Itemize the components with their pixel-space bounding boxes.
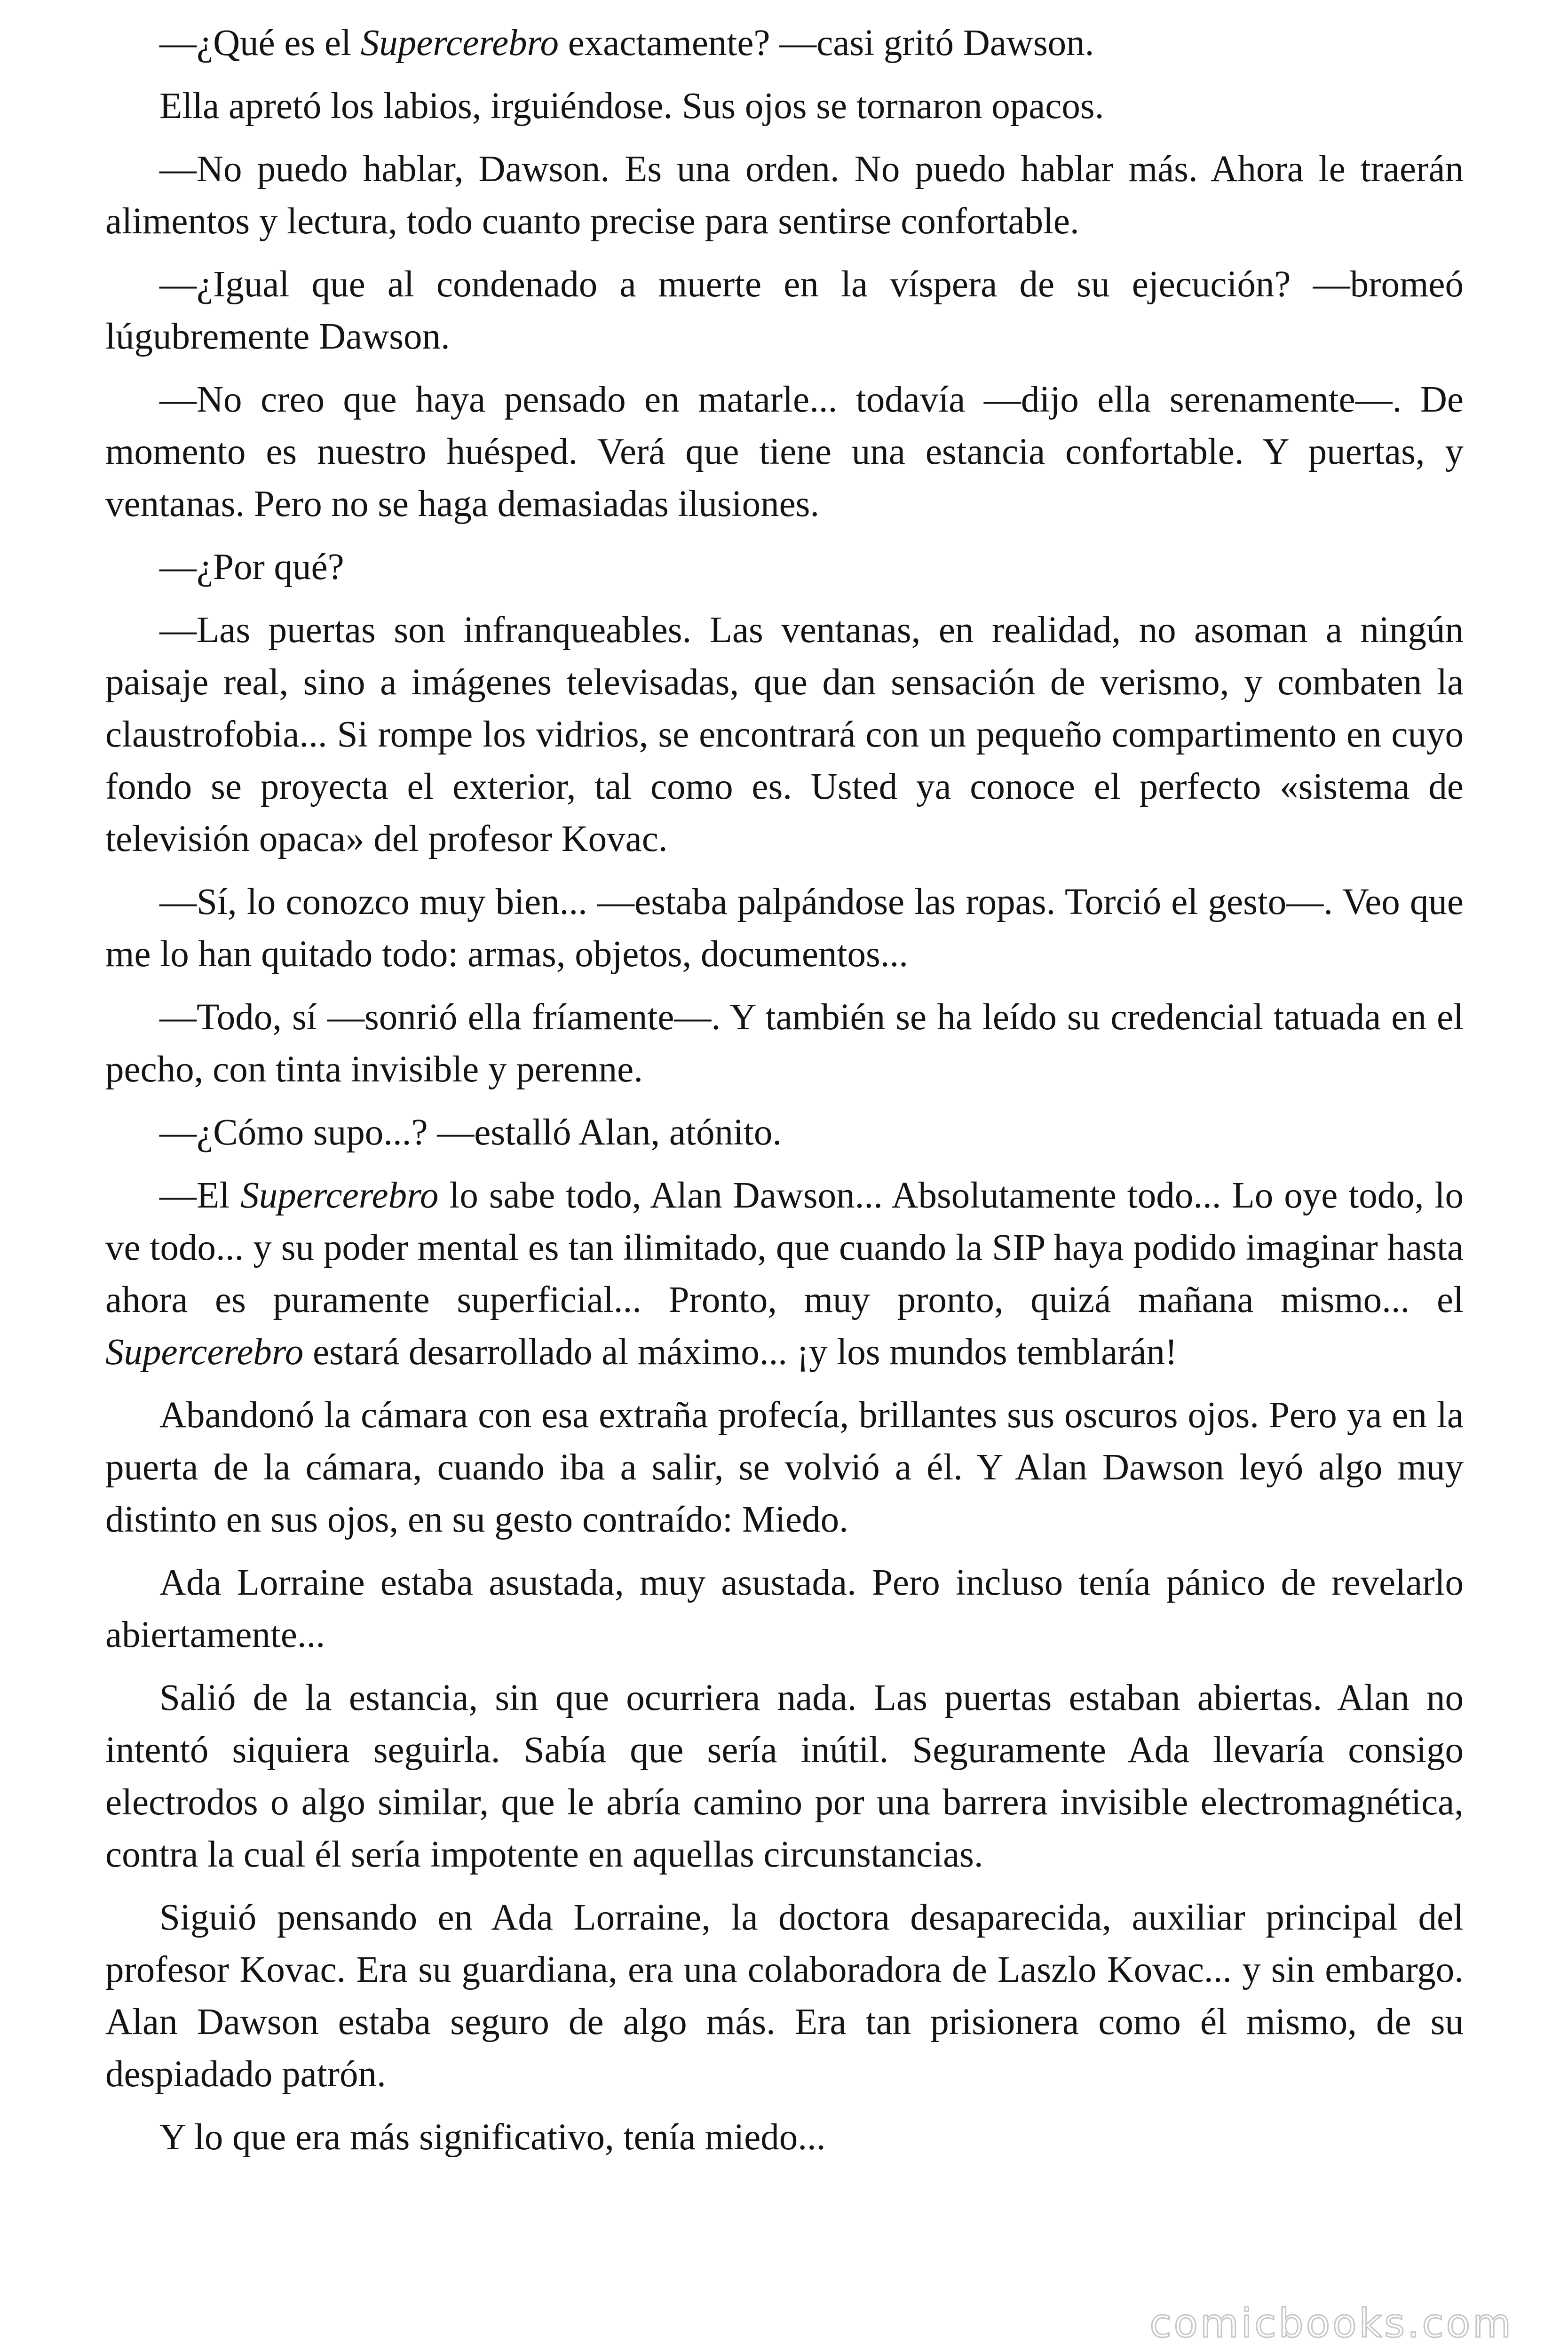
paragraph-text: —¿Cómo supo...? —estalló Alan, atónito. bbox=[159, 1112, 782, 1153]
paragraph-1 bbox=[105, 17, 1464, 69]
paragraph-text: —Las puertas son infranqueables. Las ventanas, en realidad, no asoman a ningún paisaje real, sino a imágenes televisadas, que dan sensación de verismo, y combaten la claustrofobia... Si rompe los vidrios, se encontrará con un pequeño compartimento en cuyo fondo se proyecta el exterior, tal como es. Usted ya conoce el perfecto «sistema de televisión opaca» del profesor Kovac. bbox=[105, 610, 1464, 859]
paragraph-10 bbox=[105, 1106, 1464, 1159]
paragraph-12 bbox=[105, 1389, 1464, 1546]
paragraph-text: Ada Lorraine estaba asustada, muy asustada. Pero incluso tenía pánico de revelarlo abiertamente... bbox=[105, 1562, 1464, 1655]
paragraph-text: Salió de la estancia, sin que ocurriera nada. Las puertas estaban abiertas. Alan no intentó siquiera seguirla. Sabía que sería inútil. Seguramente Ada llevaría consigo electrodos o algo similar, que le abría camino por una barrera invisible electromagnética, contra la cual él sería impotente en aquellas circunstancias. bbox=[105, 1677, 1464, 1875]
paragraph-text: Y lo que era más significativo, tenía miedo... bbox=[159, 2117, 826, 2158]
watermark: comicbooks.com bbox=[1149, 2300, 1513, 2346]
italic-title: Supercerebro bbox=[240, 1175, 439, 1216]
paragraph-text: —No creo que haya pensado en matarle... todavía —dijo ella serenamente—. De momento es nuestro huésped. Verá que tiene una estancia confortable. Y puertas, y ventanas. Pero no se haga demasiadas ilusiones. bbox=[105, 379, 1464, 524]
paragraph-7 bbox=[105, 604, 1464, 865]
paragraph-14 bbox=[105, 1672, 1464, 1881]
page-body bbox=[105, 17, 1464, 2174]
paragraph-text: Siguió pensando en Ada Lorraine, la doctora desaparecida, auxiliar principal del profesor Kovac. Era su guardiana, era una colaboradora de Laszlo Kovac... y sin embargo. Alan Dawson estaba seguro de algo más. Era tan prisionera como él mismo, de su despiadado patrón. bbox=[105, 1897, 1464, 2095]
paragraph-3 bbox=[105, 143, 1464, 247]
paragraph-text: —El bbox=[159, 1175, 241, 1216]
italic-title: Supercerebro bbox=[360, 23, 559, 64]
paragraph-text: —Todo, sí —sonrió ella fríamente—. Y también se ha leído su credencial tatuada en el pecho, con tinta invisible y perenne. bbox=[105, 997, 1464, 1090]
paragraph-text: Ella apretó los labios, irguiéndose. Sus ojos se tornaron opacos. bbox=[159, 86, 1104, 127]
paragraph-text: exactamente? —casi gritó Dawson. bbox=[558, 23, 1094, 64]
paragraph-8 bbox=[105, 876, 1464, 980]
paragraph-text: —¿Igual que al condenado a muerte en la víspera de su ejecución? —bromeó lúgubremente Dawson. bbox=[105, 264, 1464, 357]
paragraph-13 bbox=[105, 1557, 1464, 1661]
paragraph-11 bbox=[105, 1169, 1464, 1378]
paragraph-text: —¿Qué es el bbox=[159, 23, 361, 64]
paragraph-text: lo sabe todo, Alan Dawson... Absolutamente todo... Lo oye todo, lo ve todo... y su poder mental es tan ilimitado, que cuando la SIP haya podido imaginar hasta ahora es puramente superficial... Pronto, muy pronto, quizá mañana mismo... el bbox=[105, 1175, 1464, 1320]
paragraph-16 bbox=[105, 2111, 1464, 2163]
paragraph-2 bbox=[105, 80, 1464, 132]
paragraph-text: estará desarrollado al máximo... ¡y los mundos temblarán! bbox=[303, 1332, 1178, 1373]
paragraph-15 bbox=[105, 1891, 1464, 2100]
paragraph-6 bbox=[105, 541, 1464, 593]
paragraph-text: —No puedo hablar, Dawson. Es una orden. No puedo hablar más. Ahora le traerán alimentos y lectura, todo cuanto precise para sentirse confortable. bbox=[105, 149, 1464, 242]
paragraph-text: Abandonó la cámara con esa extraña profecía, brillantes sus oscuros ojos. Pero ya en la puerta de la cámara, cuando iba a salir, se volvió a él. Y Alan Dawson leyó algo muy distinto en sus ojos, en su gesto contraído: Miedo. bbox=[105, 1395, 1464, 1540]
paragraph-text: —Sí, lo conozco muy bien... —estaba palpándose las ropas. Torció el gesto—. Veo que me lo han quitado todo: armas, objetos, documentos... bbox=[105, 882, 1464, 975]
paragraph-4 bbox=[105, 258, 1464, 363]
italic-title: Supercerebro bbox=[105, 1332, 304, 1373]
paragraph-text: —¿Por qué? bbox=[159, 547, 344, 588]
paragraph-5 bbox=[105, 373, 1464, 530]
paragraph-9 bbox=[105, 991, 1464, 1096]
